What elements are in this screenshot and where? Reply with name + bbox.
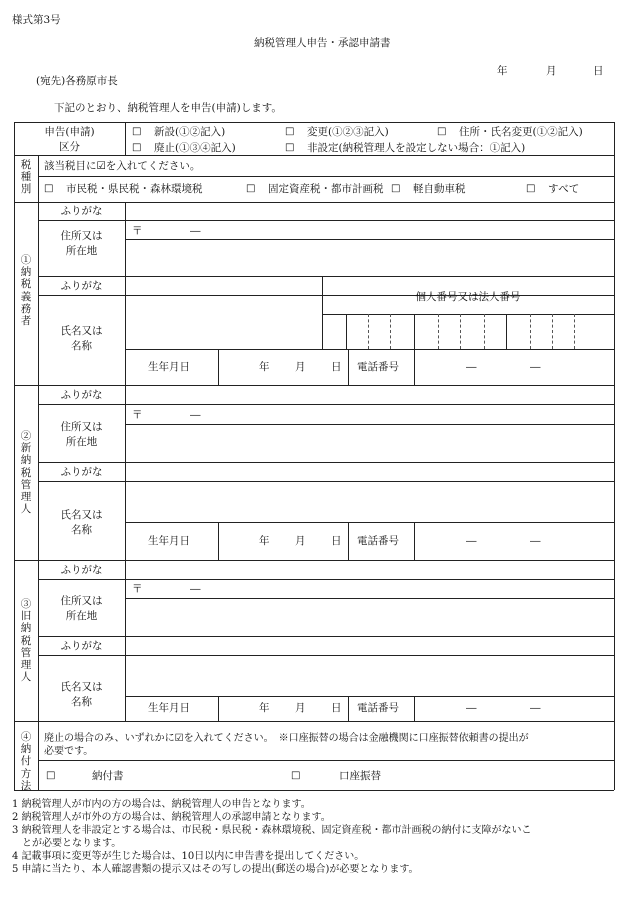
direct-debit-label: 口座振替: [339, 770, 381, 782]
option-not-set-label: 非設定(納税管理人を設定しない場合：①記入): [307, 142, 526, 154]
option-new-label: 新設(①②記入): [154, 126, 226, 138]
new-manager-address-label-line1: 住所又は: [60, 421, 103, 433]
tax-light-vehicle-label: 軽自動車税: [413, 183, 466, 195]
old-manager-name-label-line2: 名称: [71, 696, 92, 708]
old-manager-name-label-line1: 氏名又は: [60, 681, 103, 693]
checkbox-direct-debit[interactable]: □: [291, 770, 301, 781]
checkbox-abolish[interactable]: □: [132, 142, 142, 153]
payment-note-line1: 廃止の場合のみ、いずれかに☑を入れてください。 ※口座振替の場合は金融機関に口座振替依頼書の提出が: [44, 733, 529, 744]
page-title: 納税管理人申告・承認申請書: [254, 37, 391, 49]
section-taxpayer-label: ①納税義務者: [20, 254, 32, 328]
old-manager-name-furigana-label: ふりがな: [60, 640, 103, 652]
new-manager-phone-dash2: ―: [530, 535, 541, 547]
new-manager-postal-mark: 〒: [132, 409, 143, 421]
personal-number-input[interactable]: [322, 314, 614, 349]
payment-note-line2: 必要です。: [44, 746, 94, 757]
taxpayer-birth-month-label: 月: [295, 361, 306, 373]
personal-number-label: 個人番号又は法人番号: [415, 291, 521, 303]
checkbox-address-change[interactable]: □: [437, 126, 447, 137]
date-month-label: 月: [546, 65, 557, 77]
intro-text: 下記のとおり、納税管理人を申告(申請)します。: [54, 102, 282, 114]
old-manager-phone-label: 電話番号: [357, 702, 399, 714]
addressee: (宛先)各務原市長: [36, 75, 118, 87]
footnote-2: 2 納税管理人が市外の方の場合は、納税管理人の承認申請となります。: [12, 812, 331, 823]
old-manager-birth-day-label: 日: [331, 702, 342, 714]
old-manager-postal-mark: 〒: [132, 583, 143, 595]
new-manager-birth-year-label: 年: [259, 535, 270, 547]
taxpayer-address-label-line2: 所在地: [65, 245, 98, 257]
section-new-manager-label: ②新納税管理人: [20, 430, 32, 516]
tax-type-label: 税種別: [20, 159, 32, 196]
date-day-label: 日: [593, 65, 604, 77]
form-number: 様式第3号: [12, 14, 61, 26]
new-manager-phone-dash1: ―: [466, 535, 477, 547]
new-manager-birth-month-label: 月: [295, 535, 306, 547]
new-manager-address-label-line2: 所在地: [65, 436, 98, 448]
taxpayer-birth-day-label: 日: [331, 361, 342, 373]
new-manager-name-furigana-label: ふりがな: [60, 466, 103, 478]
taxpayer-name-furigana-label: ふりがな: [60, 280, 103, 292]
new-manager-postal-dash: ―: [190, 409, 201, 421]
footnote-3-continued: とが必要となります。: [12, 838, 122, 849]
new-manager-birth-day-label: 日: [331, 535, 342, 547]
old-manager-birth-month-label: 月: [295, 702, 306, 714]
new-manager-address-furigana-label: ふりがな: [60, 389, 103, 401]
tax-all-label: すべて: [548, 183, 580, 195]
new-manager-phone-label: 電話番号: [357, 535, 399, 547]
taxpayer-birth-year-label: 年: [259, 361, 270, 373]
taxpayer-phone-dash2: ―: [530, 361, 541, 373]
option-address-change-label: 住所・氏名変更(①②記入): [459, 126, 583, 138]
checkbox-new[interactable]: □: [132, 126, 142, 137]
old-manager-postal-dash: ―: [190, 583, 201, 595]
taxpayer-name-label-line1: 氏名又は: [60, 325, 103, 337]
new-manager-name-label-line1: 氏名又は: [60, 509, 103, 521]
checkbox-light-vehicle-tax[interactable]: □: [391, 183, 401, 194]
tax-resident-label: 市民税・県民税・森林環境税: [66, 183, 203, 195]
old-manager-address-furigana-label: ふりがな: [60, 564, 103, 576]
checkbox-all-taxes[interactable]: □: [526, 183, 536, 194]
option-change-label: 変更(①②③記入): [307, 126, 389, 138]
taxpayer-birthdate-label: 生年月日: [148, 361, 190, 373]
footnote-5: 5 申請に当たり、本人確認書類の提示又はその写しの提出(郵送の場合)が必要となります。: [12, 864, 419, 875]
section-payment-method-label: ④納付方法: [20, 731, 32, 792]
new-manager-birthdate-label: 生年月日: [148, 535, 190, 547]
old-manager-address-label-line2: 所在地: [65, 610, 98, 622]
checkbox-property-tax[interactable]: □: [246, 183, 256, 194]
footnote-3: 3 納税管理人を非設定とする場合は、市民税・県民税・森林環境税、固定資産税・都市計画税の納付に支障がないこ: [12, 825, 532, 836]
checkbox-not-set[interactable]: □: [285, 142, 295, 153]
tax-property-label: 固定資産税・都市計画税: [268, 183, 384, 195]
application-type-label-line1: 申告(申請): [44, 126, 95, 138]
old-manager-birth-year-label: 年: [259, 702, 270, 714]
checkbox-change[interactable]: □: [285, 126, 295, 137]
taxpayer-address-label-line1: 住所又は: [60, 230, 103, 242]
new-manager-name-label-line2: 名称: [71, 524, 92, 536]
footnote-1: 1 納税管理人が市内の方の場合は、納税管理人の申告となります。: [12, 799, 311, 810]
date-year-label: 年: [497, 65, 508, 77]
checkbox-resident-tax[interactable]: □: [44, 183, 54, 194]
payment-slip-label: 納付書: [92, 770, 124, 782]
taxpayer-postal-dash: ―: [190, 225, 201, 237]
taxpayer-name-label-line2: 名称: [71, 340, 92, 352]
option-abolish-label: 廃止(①③④記入): [154, 142, 236, 154]
taxpayer-postal-mark: 〒: [132, 225, 143, 237]
taxpayer-phone-dash1: ―: [466, 361, 477, 373]
checkbox-payment-slip[interactable]: □: [46, 770, 56, 781]
old-manager-phone-dash1: ―: [466, 702, 477, 714]
tax-type-instruction: 該当税目に☑を入れてください。: [44, 160, 201, 172]
application-type-label-line2: 区分: [59, 141, 80, 153]
old-manager-phone-dash2: ―: [530, 702, 541, 714]
old-manager-address-label-line1: 住所又は: [60, 595, 103, 607]
old-manager-birthdate-label: 生年月日: [148, 702, 190, 714]
footnote-4: 4 記載事項に変更等が生じた場合は、10日以内に申告書を提出してください。: [12, 851, 365, 862]
section-old-manager-label: ③旧納税管理人: [20, 598, 32, 684]
taxpayer-phone-label: 電話番号: [357, 361, 399, 373]
taxpayer-address-furigana-label: ふりがな: [60, 205, 103, 217]
